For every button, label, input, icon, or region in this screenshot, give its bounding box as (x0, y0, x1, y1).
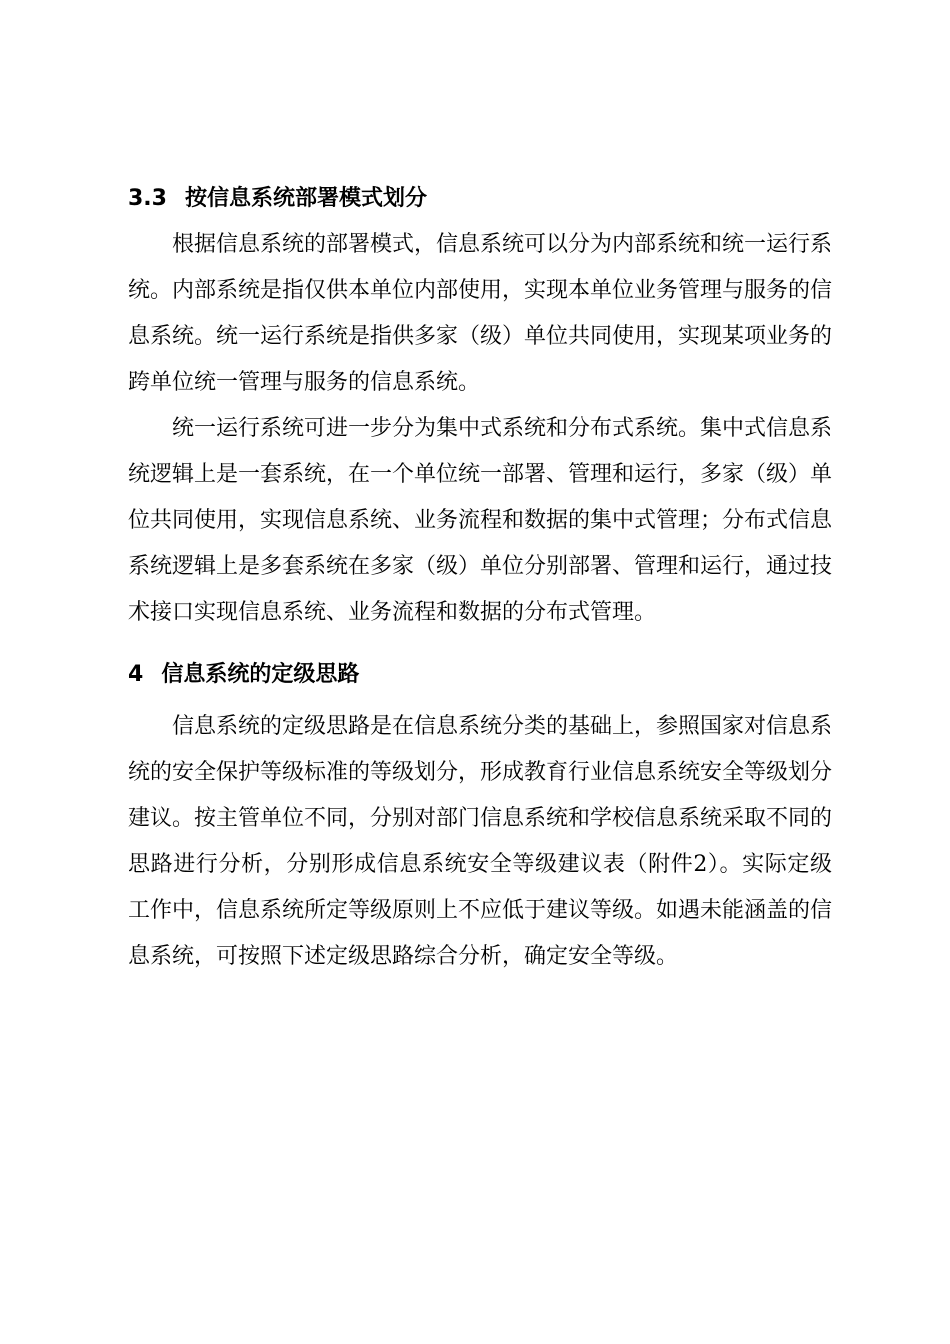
document-page (128, 176, 832, 980)
paragraph-centralized-distributed: 统一运行系统可进一步分为集中式系统和分布式系统。集中式信息系统逻辑上是一套系统，在一个单位统一部署、管理和运行，多家（级）单位共同使用，实现信息系统、业务流程和数据的集中式管理；分布式信息系统逻辑上是多套系统在多家（级）单位分别部署、管理和运行，通过技术接口实现信息系统、业务流程和数据的分布式管理。 (128, 416, 833, 625)
section-number: 3.3 (128, 186, 167, 211)
section-title: 按信息系统部署模式划分 (184, 186, 427, 211)
section-heading-4 (128, 652, 832, 698)
paragraph-deployment-modes: 根据信息系统的部署模式，信息系统可以分为内部系统和统一运行系统。内部系统是指仅供本单位内部使用，实现本单位业务管理与服务的信息系统。统一运行系统是指供多家（级）单位共同使用，实现某项业务的跨单位统一管理与服务的信息系统。 (128, 232, 833, 395)
section-heading-3-3 (128, 176, 832, 222)
section-number: 4 (128, 662, 144, 687)
section-title: 信息系统的定级思路 (161, 662, 360, 687)
paragraph-grading-approach: 信息系统的定级思路是在信息系统分类的基础上，参照国家对信息系统的安全保护等级标准的等级划分，形成教育行业信息系统安全等级划分建议。按主管单位不同，分别对部门信息系统和学校信息系统采取不同的思路进行分析，分别形成信息系统安全等级建议表（附件2）。实际定级工作中，信息系统所定等级原则上不应低于建议等级。如遇未能涵盖的信息系统，可按照下述定级思路综合分析，确定安全等级。 (128, 714, 833, 969)
